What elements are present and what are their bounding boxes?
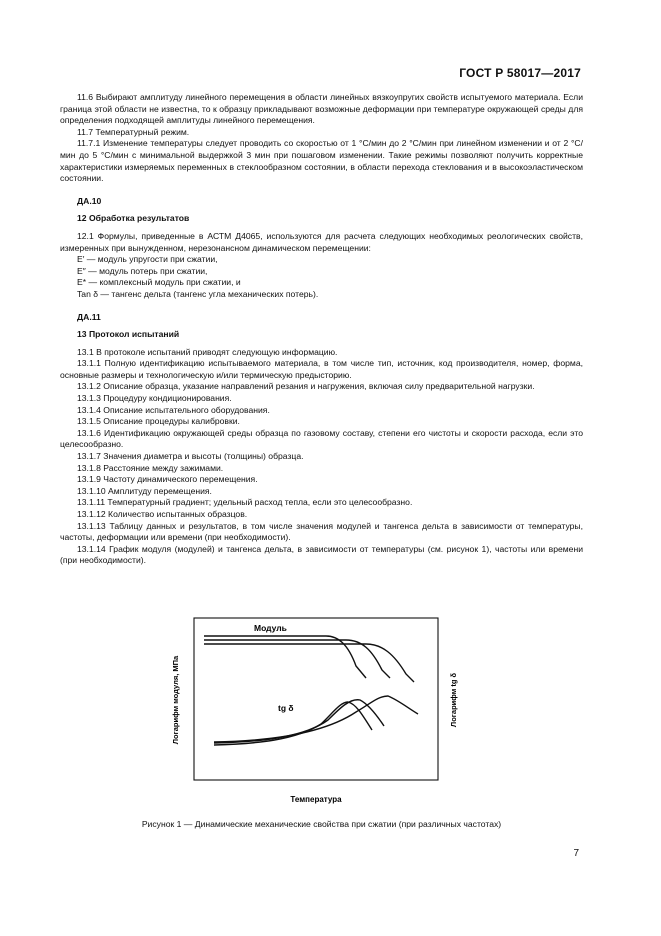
figure-caption: Рисунок 1 — Динамические механические свойства при сжатии (при различных частотах) bbox=[141, 819, 502, 829]
paragraph-13-1-10: 13.1.10 Амплитуду перемещения. bbox=[77, 485, 212, 496]
tan-delta-curve-3 bbox=[214, 696, 418, 742]
definition-tan-delta: Tan δ — тангенс дельта (тангенс угла механических потерь). bbox=[77, 288, 319, 299]
paragraph-13-1-6: 13.1.6 Идентификацию окружающей среды образца по газовому составу, степени его чистоты и скорости расхода, если это целесообразно. bbox=[60, 427, 583, 450]
modulus-curve-3 bbox=[204, 644, 414, 682]
document-header: ГОСТ Р 58017—2017 bbox=[459, 66, 581, 80]
paragraph-13-1-4: 13.1.4 Описание испытательного оборудования. bbox=[77, 404, 270, 415]
plot-frame bbox=[194, 618, 438, 780]
modulus-curve-1 bbox=[204, 636, 366, 678]
paragraph-13-1-2: 13.1.2 Описание образца, указание направлений резания и нагружения, включая силу предварительной нагрузки. bbox=[77, 381, 535, 392]
page-number: 7 bbox=[573, 848, 579, 859]
paragraph-13-1-5: 13.1.5 Описание процедуры калибровки. bbox=[77, 416, 240, 427]
paragraph-12-1: 12.1 Формулы, приведенные в АСТМ Д4065, используются для расчета следующих необходимых реологических свойств, измеренных при вынужденном, нерезонансном динамическом перемещении: bbox=[60, 230, 583, 253]
paragraph-13-1-12: 13.1.12 Количество испытанных образцов. bbox=[77, 509, 248, 519]
paragraph-13-1-13: 13.1.13 Таблицу данных и результатов, в том числе значения модулей и тангенса дельта в зависимости от температуры, частоты, деформации или времени (при необходимости). bbox=[60, 520, 583, 543]
paragraph-13-1-8: 13.1.8 Расстояние между зажимами. bbox=[77, 462, 224, 473]
paragraph-13-1-14: 13.1.14 График модуля (модулей) и тангенса дельта, в зависимости от температуры (см. рисунок 1), частоты или времени (при необходимости). bbox=[60, 543, 583, 566]
dma-schematic-chart bbox=[166, 616, 466, 812]
section-da11: ДА.11 bbox=[77, 311, 101, 322]
section-da10: ДА.10 bbox=[77, 195, 102, 206]
paragraph-13-1-1: 13.1.1 Полную идентификацию испытываемого материала, в том числе тип, источник, код производителя, номер, форма, основные размеры и технологическую и/или термическую предысторию. bbox=[60, 358, 583, 380]
paragraph-11-7: 11.7 Температурный режим. bbox=[77, 126, 190, 137]
paragraph-13-1-3: 13.1.3 Процедуру кондиционирования. bbox=[77, 393, 232, 404]
paragraph-13-1-7: 13.1.7 Значения диаметра и высоты (толщины) образца. bbox=[77, 451, 304, 462]
definition-e-complex: E* — комплексный модуль при сжатии, и bbox=[77, 277, 241, 288]
y-axis-left-label: Логарифм модуля, МПа bbox=[171, 655, 180, 745]
tan-delta-label: tg δ bbox=[278, 703, 294, 713]
section-12-heading: 12 Обработка результатов bbox=[77, 213, 190, 224]
definition-e-storage: E′ — модуль упругости при сжатии, bbox=[77, 254, 218, 265]
x-axis-label: Температура bbox=[290, 795, 342, 804]
paragraph-11-7-1: 11.7.1 Изменение температуры следует проводить со скоростью от 1 °С/мин до 2 °С/мин при линейном изменении и от 2 °С/мин до 5 °С/мин с минимальной выдержкой 3 мин при пошаговом изменении. Такие режимы позволяют получить корректные характеристики измеряемых переменных в стеклообразном состоянии, в области перехода стеклования и в высокоэластическом состоянии. bbox=[60, 138, 583, 184]
y-axis-right-label: Логарифм tg δ bbox=[449, 672, 458, 728]
document-body bbox=[60, 92, 583, 567]
paragraph-13-1-9: 13.1.9 Частоту динамического перемещения. bbox=[77, 474, 258, 485]
paragraph-13-1-11: 13.1.11 Температурный градиент; удельный расход тепла, если это целесообразно. bbox=[77, 497, 413, 508]
tan-delta-curve-2 bbox=[214, 700, 384, 743]
modulus-label: Модуль bbox=[254, 623, 287, 633]
section-13-heading: 13 Протокол испытаний bbox=[77, 329, 180, 340]
paragraph-11-6: 11.6 Выбирают амплитуду линейного перемещения в области линейных вязкоупругих свойств испытуемого материала. Если граница этой области не известна, то к образцу прикладывают возможные деформации при температуре окружающей среды для определения подходящей амплитуды линейного перемещения. bbox=[60, 92, 583, 126]
paragraph-13-1: 13.1 В протоколе испытаний приводят следующую информацию. bbox=[77, 346, 338, 357]
figure-1 bbox=[166, 616, 466, 812]
definition-e-loss: E″ — модуль потерь при сжатии, bbox=[77, 265, 208, 276]
